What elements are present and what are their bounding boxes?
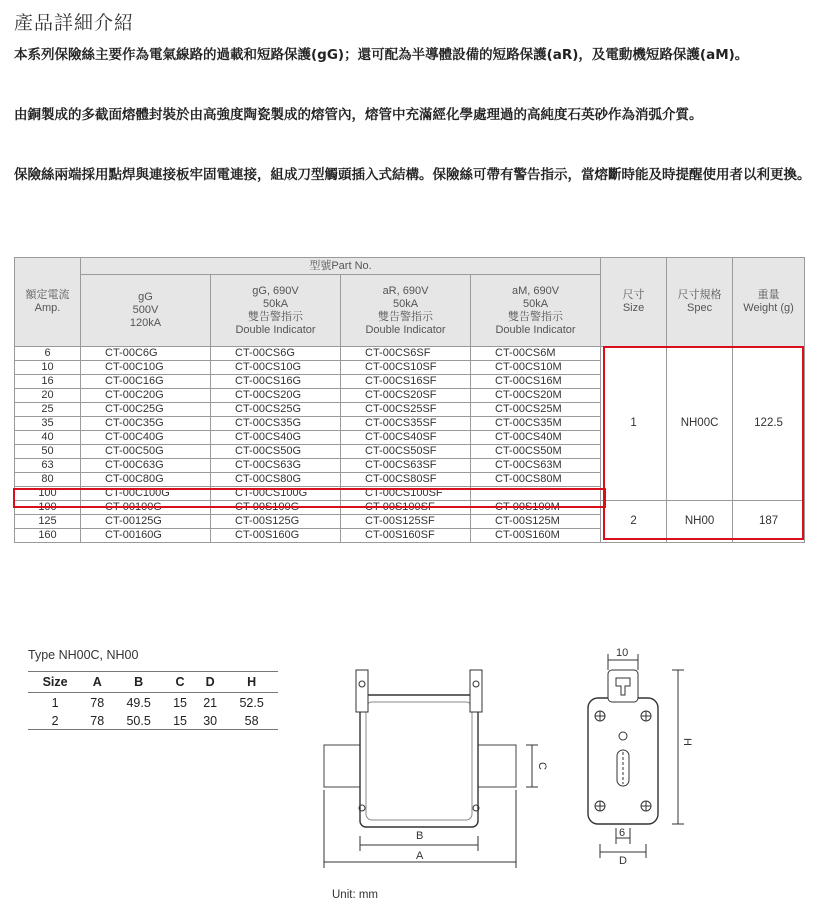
fuse-dimension-drawing [310,640,710,875]
cell-aM: CT-00CS10M [471,361,601,375]
front-right-handle [470,670,482,712]
cell-aR: CT-00S100SF [341,501,471,515]
fuse-front-view [324,670,548,868]
cell-aM: CT-00CS6M [471,347,601,361]
intro-paragraph-1: 本系列保險絲主要作為電氣線路的過載和短路保護(gG)；還可配為半導體設備的短路保護(aR)，及電動機短路保護(aM)。 [14,47,749,63]
page-title: 產品詳細介紹 [14,12,135,34]
cell-amp: 35 [15,417,81,431]
cell-gG: CT-00100G [81,501,211,515]
cell-gG690: CT-00CS16G [211,375,341,389]
intro-paragraph-2: 由銅製成的多截面熔體封裝於由高強度陶瓷製成的熔管內，熔管中充滿經化學處理過的高純度石英砂作為消弧介質。 [14,107,703,123]
cell-aR: CT-00CS20SF [341,389,471,403]
cell-aR: CT-00CS25SF [341,403,471,417]
cell-gG690: CT-00CS25G [211,403,341,417]
header-ar: aR, 690V 50kA 雙告警指示 Double Indicator [341,275,471,347]
cell-aR: CT-00S125SF [341,515,471,529]
header-size: 尺寸 Size [601,258,667,347]
cell-aM: CT-00S160M [471,529,601,543]
cell-aR: CT-00CS100SF [341,487,471,501]
side-top-tab [608,670,638,702]
cell-amp: 80 [15,473,81,487]
dim-header-size: Size [28,672,82,693]
intro-paragraph-3: 保險絲兩端採用點焊與連接板牢固電連接，組成刀型觸頭插入式結構。保險絲可帶有警告指示，當熔斷時能及時提醒使用者以利更換。 [14,167,811,183]
cell-gG690: CT-00CS20G [211,389,341,403]
dim-header-d: D [195,672,225,693]
cell-gG690: CT-00CS50G [211,445,341,459]
dim-header-a: A [82,672,112,693]
cell-amp: 20 [15,389,81,403]
cell-gG690: CT-00CS35G [211,417,341,431]
cell-gG: CT-00C10G [81,361,211,375]
spec-table-body [15,347,805,543]
cell-aR: CT-00CS6SF [341,347,471,361]
cell-gG: CT-00C50G [81,445,211,459]
cell-aM: CT-00CS40M [471,431,601,445]
dim-a-label: A [416,850,424,862]
dim-6-label: 6 [619,827,626,839]
cell-amp: 160 [15,529,81,543]
cell-aR: CT-00CS16SF [341,375,471,389]
cell-gG: CT-00C25G [81,403,211,417]
cell-gG: CT-00C63G [81,459,211,473]
header-spec: 尺寸規格 Spec [667,258,733,347]
dim-10-label: 10 [616,647,629,659]
cell-gG: CT-00C40G [81,431,211,445]
cell-aR: CT-00CS40SF [341,431,471,445]
cell-aM: CT-00S125M [471,515,601,529]
cell-aM: CT-00CS16M [471,375,601,389]
dimension-caption: Type NH00C, NH00 [28,648,139,662]
cell-aM [471,487,601,501]
spec-row [15,501,805,515]
cell-gG690: CT-00CS80G [211,473,341,487]
cell-amp: 10 [15,361,81,375]
cell-aR: CT-00CS50SF [341,445,471,459]
dimension-table [28,671,278,730]
dim-row: 1 78 49.5 15 21 52.5 [51,696,264,710]
cell-gG690: CT-00CS63G [211,459,341,473]
cell-aR: CT-00CS35SF [341,417,471,431]
fuse-side-view [588,647,693,867]
dim-b-label: B [416,830,424,842]
dim-c-label: C [536,762,548,770]
header-part-no: 型號Part No. [81,258,601,275]
cell-aR: CT-00S160SF [341,529,471,543]
cell-gG690: CT-00CS10G [211,361,341,375]
group-spec: NH00 [667,501,733,543]
cell-amp: 100 [15,487,81,501]
spec-table [14,257,805,543]
cell-gG690: CT-00S100G [211,501,341,515]
front-left-handle [356,670,368,712]
dim-row: 2 78 50.5 15 30 58 [28,711,278,730]
cell-aM: CT-00S100M [471,501,601,515]
cell-gG: CT-00C16G [81,375,211,389]
cell-gG: CT-00C35G [81,417,211,431]
cell-aM: CT-00CS35M [471,417,601,431]
header-current: 額定電流 Amp. [15,258,81,347]
cell-gG: CT-00C80G [81,473,211,487]
cell-gG: CT-00160G [81,529,211,543]
cell-gG690: CT-00CS40G [211,431,341,445]
side-body [588,698,658,824]
cell-aM: CT-00CS63M [471,459,601,473]
cell-gG: CT-00125G [81,515,211,529]
cell-amp: 100 [15,501,81,515]
cell-aM: CT-00CS20M [471,389,601,403]
front-body [360,695,478,827]
cell-aR: CT-00CS80SF [341,473,471,487]
group-size: 2 [601,501,667,543]
group-weight: 187 [733,501,805,543]
cell-gG690: CT-00S160G [211,529,341,543]
header-gg: gG 500V 120kA [81,275,211,347]
cell-gG690: CT-00CS100G [211,487,341,501]
header-gg-690: gG, 690V 50kA 雙告警指示 Double Indicator [211,275,341,347]
dim-header-b: B [112,672,165,693]
dim-header-h: H [225,672,278,693]
cell-gG: CT-00C100G [81,487,211,501]
dim-d-label: D [619,855,627,867]
cell-gG: CT-00C6G [81,347,211,361]
group-size: 1 [601,347,667,501]
cell-amp: 125 [15,515,81,529]
group-spec: NH00C [667,347,733,501]
cell-amp: 25 [15,403,81,417]
cell-amp: 63 [15,459,81,473]
spec-row [15,347,805,361]
unit-label: Unit: mm [332,889,378,901]
group-weight: 122.5 [733,347,805,501]
cell-gG: CT-00C20G [81,389,211,403]
cell-amp: 40 [15,431,81,445]
cell-amp: 16 [15,375,81,389]
cell-gG690: CT-00CS6G [211,347,341,361]
cell-aR: CT-00CS63SF [341,459,471,473]
dim-header-c: C [165,672,195,693]
cell-gG690: CT-00S125G [211,515,341,529]
dim-h-label: H [681,738,693,746]
cell-amp: 50 [15,445,81,459]
header-weight: 重量 Weight (g) [733,258,805,347]
cell-aM: CT-00CS50M [471,445,601,459]
cell-aR: CT-00CS10SF [341,361,471,375]
cell-amp: 6 [15,347,81,361]
header-am: aM, 690V 50kA 雙告警指示 Double Indicator [471,275,601,347]
cell-aM: CT-00CS25M [471,403,601,417]
cell-aM: CT-00CS80M [471,473,601,487]
